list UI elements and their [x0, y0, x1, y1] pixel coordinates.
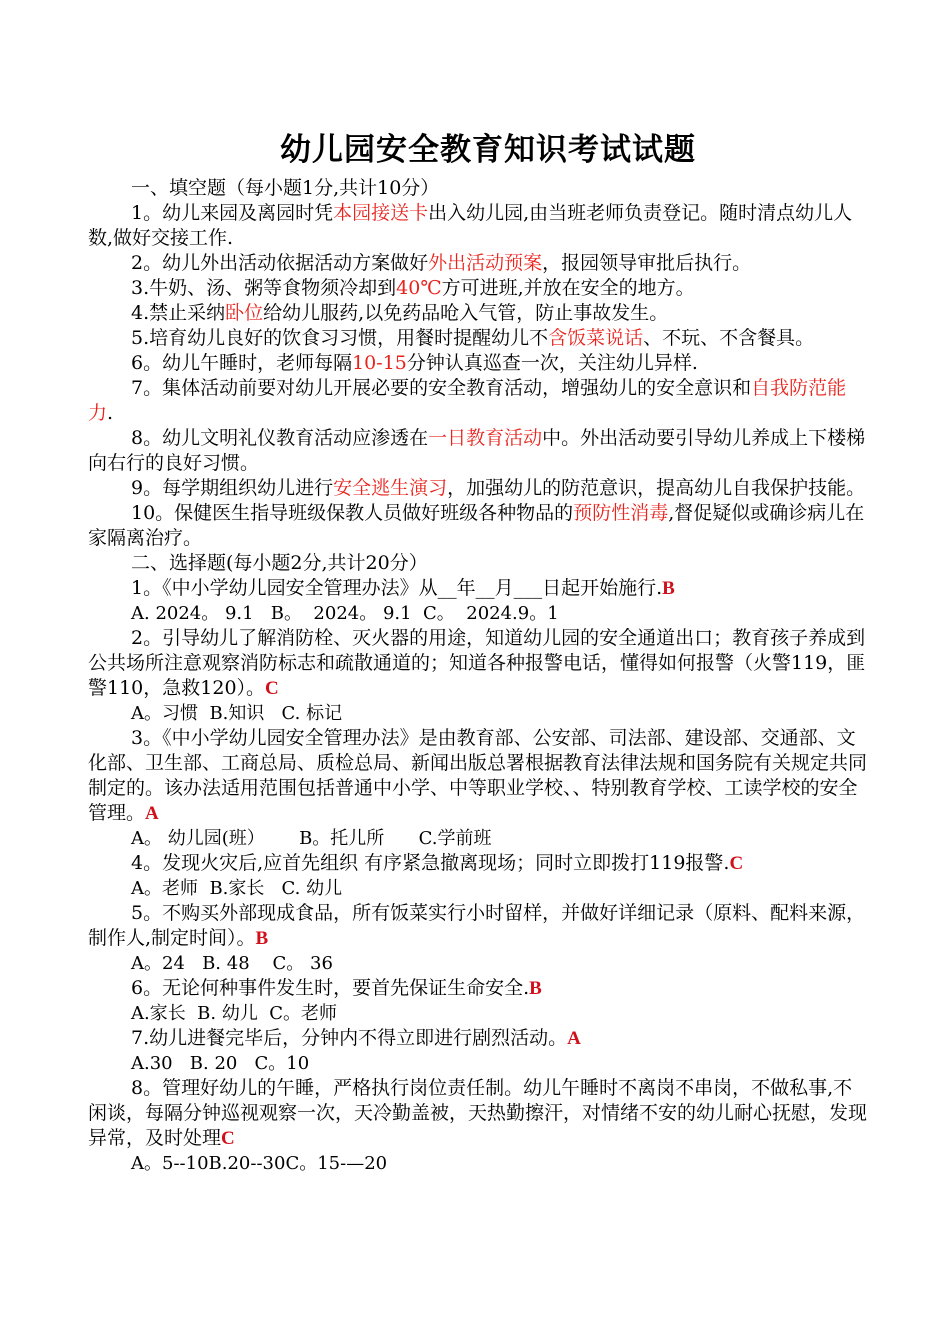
answer-letter: B	[662, 578, 675, 599]
fill-question-7: 7。集体活动前要对幼儿开展必要的安全教育活动，增强幼儿的安全意识和自我防范能力.	[88, 377, 847, 424]
fill-question-4: 4.禁止采纳卧位给幼儿服药,以免药品呛入气管，防止事故发生。	[131, 302, 669, 324]
fill-question-5: 5.培育幼儿良好的饮食习习惯，用餐时提醒幼儿不含饭菜说话、不玩、不含餐具。	[131, 327, 815, 349]
section-heading: 二、选择题(每小题2分,共计20分）	[131, 552, 428, 574]
fill-question-9: 9。每学期组织幼儿进行安全逃生演习，加强幼儿的防范意识，提高幼儿自我保护技能。	[131, 477, 866, 499]
answer-letter: B	[255, 928, 269, 949]
answer-text: 卧位	[225, 302, 264, 324]
answer-text: 外出活动预案	[428, 252, 543, 274]
choice-question-5: 5。不购买外部现成食品，所有饭菜实行小时留样，并做好详细记录（原料、配料来源，制作人,制定时间）。B	[88, 902, 866, 949]
fill-question-3: 3.牛奶、汤、粥等食物须冷却到40℃方可进班,并放在安全的地方。	[131, 277, 695, 299]
choice-question-1: 1。《中小学幼儿园安全管理办法》从__年__月___日起开始施行.B	[131, 577, 675, 599]
choice-options-5: A。24 B. 48 C。 36	[131, 953, 333, 974]
answer-text: 本园接送卡	[333, 202, 429, 224]
answer-text: 40℃	[396, 277, 442, 299]
answer-text: 10-15	[352, 352, 407, 374]
choice-question-4: 4。发现火灾后,应首先组织 有序紧急撤离现场；同时立即拨打119报警.C	[131, 852, 744, 874]
fill-question-2: 2。幼儿外出活动依据活动方案做好外出活动预案，报园领导审批后执行。	[131, 252, 752, 274]
choice-question-6: 6。无论何种事件发生时，要首先保证生命安全.B	[131, 977, 542, 999]
choice-options-2: A。习惯 B.知识 C. 标记	[131, 703, 343, 724]
section-heading: 一、填空题（每小题1分,共计10分）	[131, 177, 440, 199]
answer-text: 一日教育活动	[428, 427, 543, 449]
fill-question-1: 1。幼儿来园及离园时凭本园接送卡出入幼儿园,由当班老师负责登记。随时清点幼儿人数,做好交接工作.	[88, 202, 853, 249]
choice-options-7: A.30 B. 20 C。10	[131, 1053, 310, 1074]
choice-question-7: 7.幼儿进餐完毕后，分钟内不得立即进行剧烈活动。A	[131, 1027, 581, 1049]
answer-letter: B	[529, 978, 542, 999]
choice-options-1: A. 2024。 9.1 B。 2024。 9.1 C。 2024.9。1	[131, 603, 559, 624]
page-title: 幼儿园安全教育知识考试试题	[280, 132, 696, 168]
answer-text: 安全逃生演习	[333, 477, 448, 499]
fill-question-6: 6。幼儿午睡时，老师每隔10-15分钟认真巡查一次，关注幼儿异样.	[131, 352, 698, 374]
answer-letter: A	[567, 1028, 581, 1049]
choice-question-3: 3。《中小学幼儿园安全管理办法》是由教育部、公安部、司法部、建设部、交通部、文化部、卫生部、工商总局、质检总局、新闻出版总署根据教育法律法规和国务院有关规定共同制定的。该办法适用范围包括普通中小学、中等职业学校、、特别教育学校、工读学校的安全管理。A	[88, 727, 868, 824]
choice-options-4: A。老师 B.家长 C. 幼儿	[131, 878, 343, 899]
choice-question-2: 2。引导幼儿了解消防栓、灭火器的用途，知道幼儿园的安全通道出口；教育孩子养成到公共场所注意观察消防标志和疏散通道的；知道各种报警电话，懂得如何报警（火警119，匪警110，急救120）。C	[88, 627, 866, 699]
answer-letter: C	[729, 853, 744, 874]
fill-question-10: 10。保健医生指导班级保教人员做好班级各种物品的预防性消毒,督促疑似或确诊病儿在家隔离治疗。	[88, 502, 865, 549]
answer-text: 预防性消毒	[573, 502, 669, 524]
answer-text: 自我防范能力	[88, 377, 847, 424]
fill-question-8: 8。幼儿文明礼仪教育活动应渗透在一日教育活动中。外出活动要引导幼儿养成上下楼梯向右行的良好习惯。	[88, 427, 866, 474]
answer-text: 含饭菜说话	[548, 327, 644, 349]
answer-letter: C	[265, 678, 279, 699]
choice-options-3: A。 幼儿园(班） B。托儿所 C.学前班	[131, 828, 492, 849]
choice-options-6: A.家长 B. 幼儿 C。老师	[131, 1003, 338, 1024]
document-page	[88, 128, 868, 1176]
choice-options-8: A。5--10B.20--30C。15-—20	[131, 1153, 388, 1174]
answer-letter: A	[145, 803, 159, 824]
choice-question-8: 8。管理好幼儿的午睡，严格执行岗位责任制。幼儿午睡时不离岗不串岗，不做私事,不闲谈，每隔分钟巡视观察一次，天冷勤盖被，天热勤擦汗，对情绪不安的幼儿耐心抚慰，发现异常，及时处理C	[88, 1077, 868, 1149]
answer-letter: C	[221, 1128, 235, 1149]
